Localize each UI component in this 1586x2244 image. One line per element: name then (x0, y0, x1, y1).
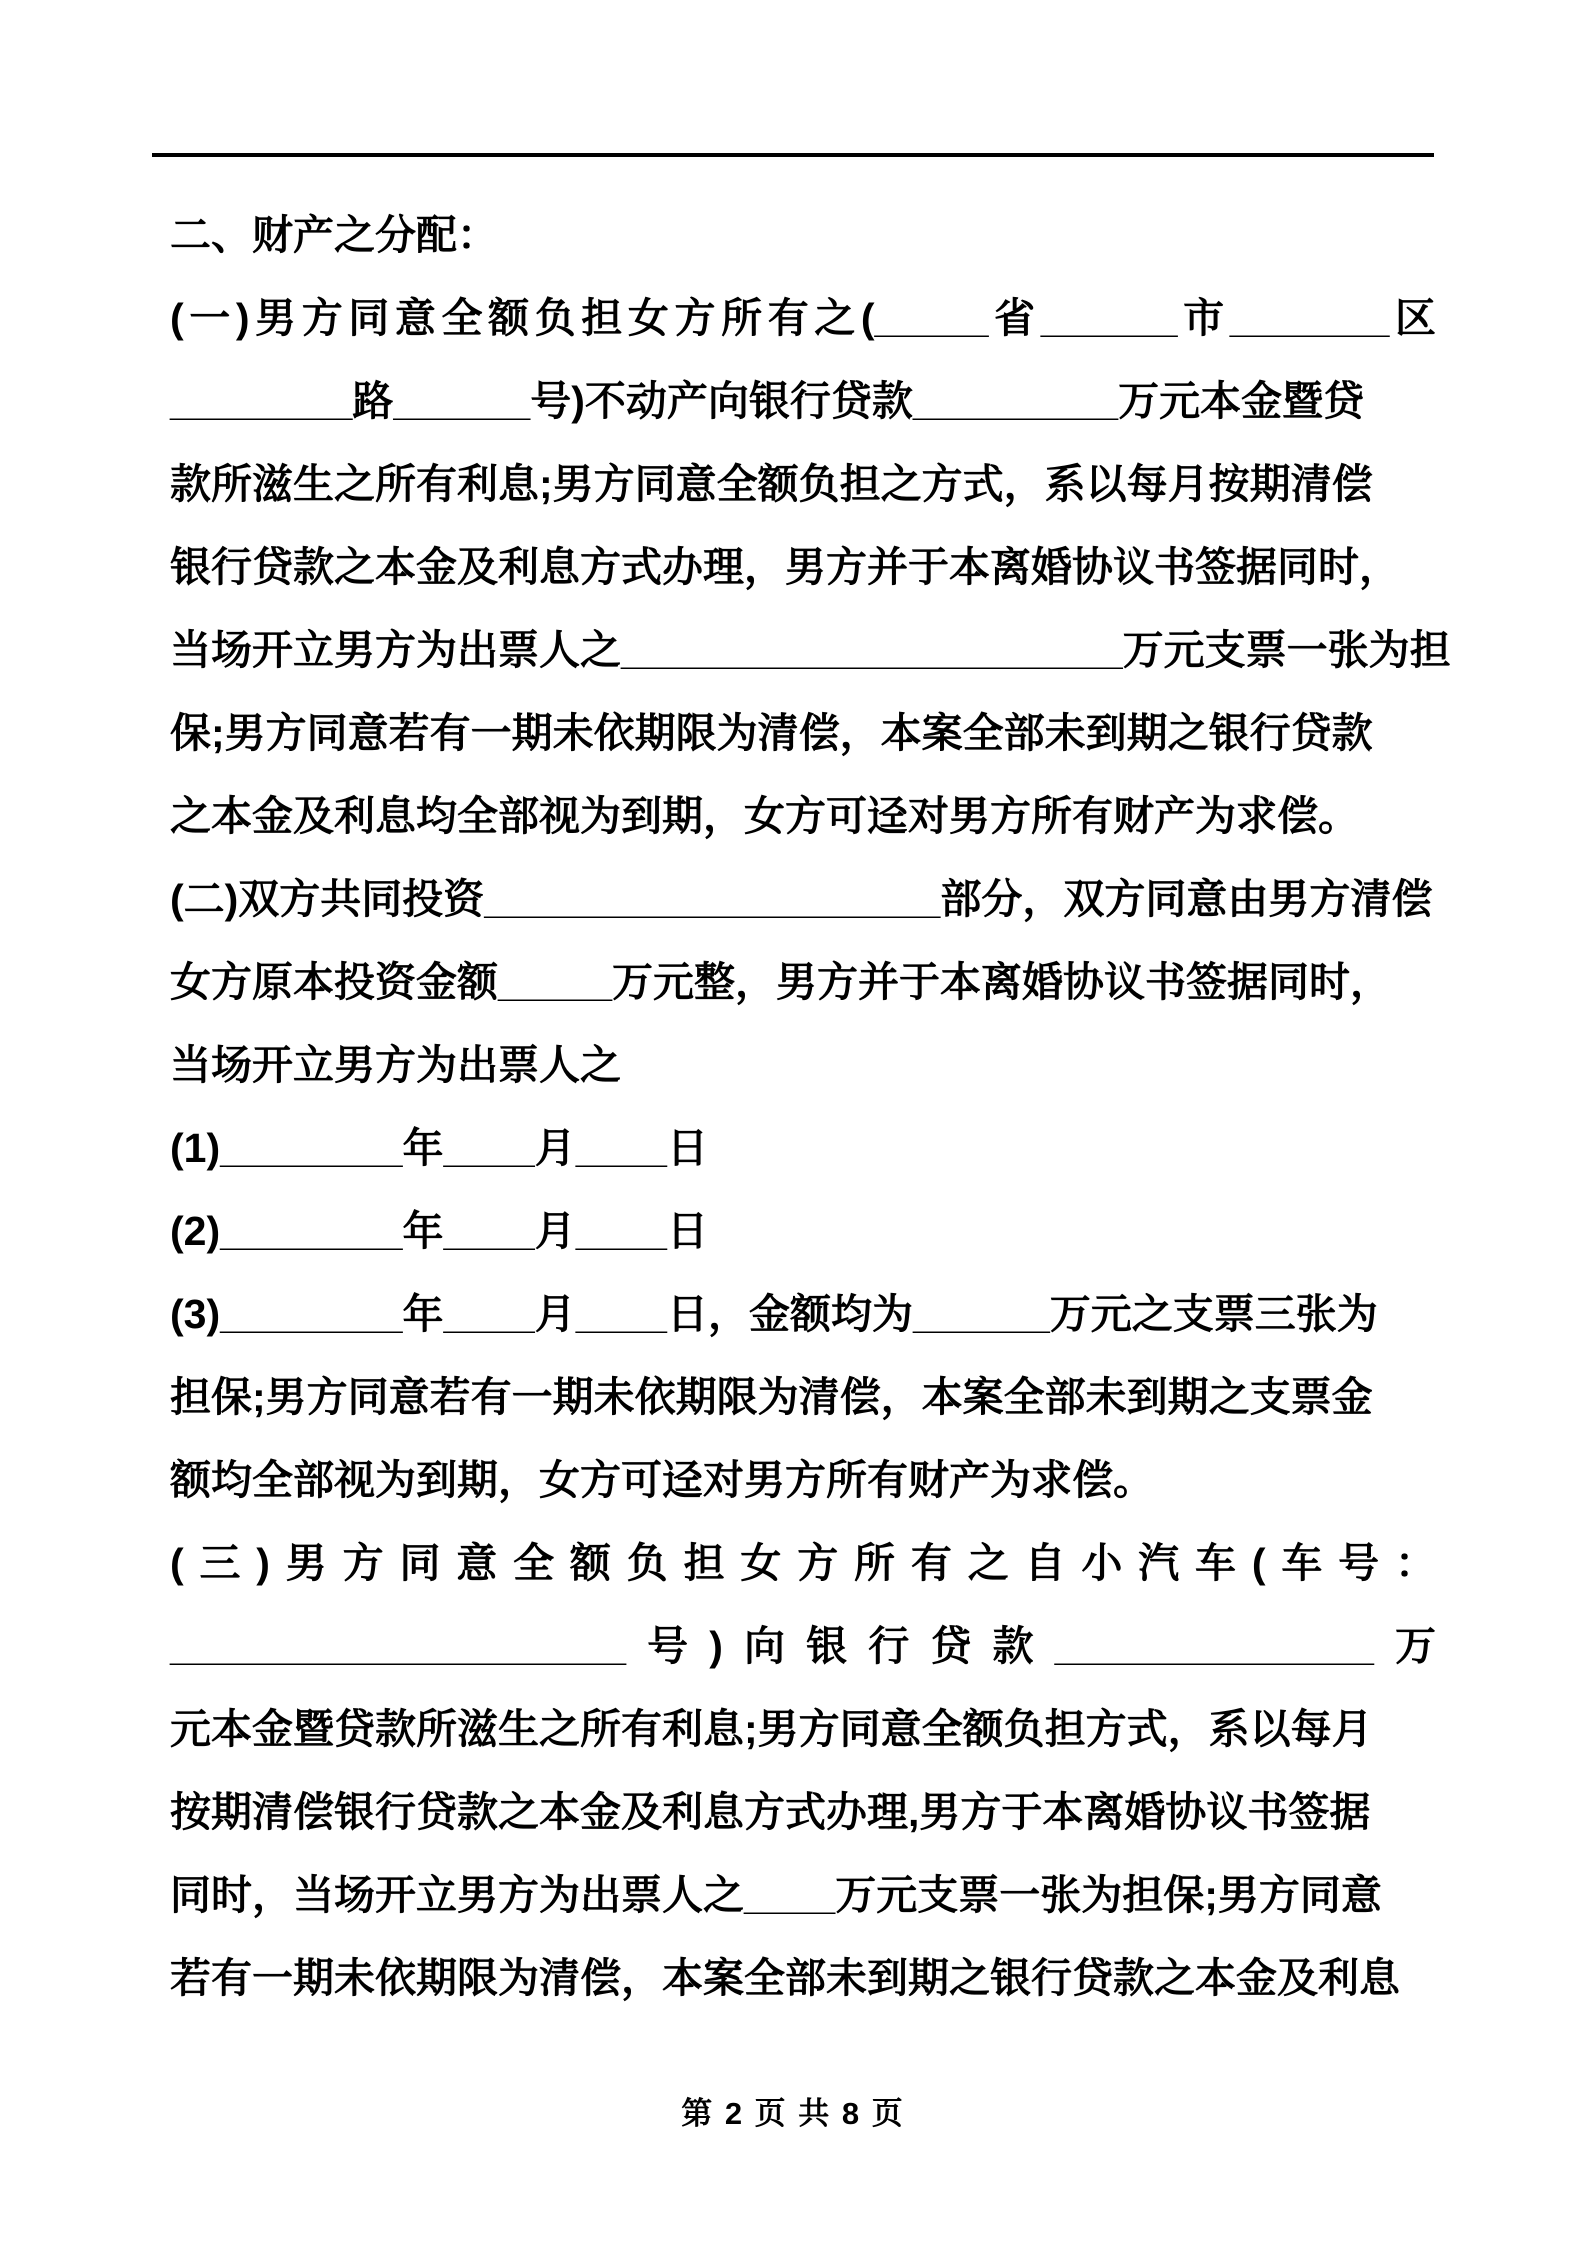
text-line: 当场开立男方为出票人之 (170, 1042, 621, 1088)
text-line: 若有一期未依期限为清偿，本案全部未到期之银行贷款之本金及利息 (170, 1955, 1400, 2001)
text-line: (三)男方同意全额负担女方所有之自小汽车(车号： (170, 1540, 1436, 1586)
text-line: 担保;男方同意若有一期未依期限为清偿，本案全部未到期之支票金 (170, 1374, 1373, 1420)
text-line: 同时，当场开立男方为出票人之____万元支票一张为担保;男方同意 (170, 1872, 1382, 1918)
text-line: 银行贷款之本金及利息方式办理，男方并于本离婚协议书签据同时， (170, 544, 1400, 590)
text-line: 款所滋生之所有利息;男方同意全额负担之方式，系以每月按期清偿 (170, 461, 1373, 507)
text-line: 额均全部视为到期，女方可迳对男方所有财产为求偿。 (170, 1457, 1154, 1503)
text-line: 保;男方同意若有一期未依期限为清偿，本案全部未到期之银行贷款 (170, 710, 1373, 756)
section-heading: 二、财产之分配： (170, 212, 498, 258)
text-line: 当场开立男方为出票人之______________________万元支票一张为担 (170, 627, 1451, 673)
list-item-check-date-3: (3)________年____月____日，金额均为______万元之支票三张为 (170, 1291, 1378, 1337)
text-line: ________路______号)不动产向银行贷款_________万元本金暨贷 (170, 378, 1365, 424)
document-body (170, 194, 1451, 2020)
text-line: 之本金及利息均全部视为到期，女方可迳对男方所有财产为求偿。 (170, 793, 1359, 839)
text-line: 女方原本投资金额_____万元整，男方并于本离婚协议书签据同时， (170, 959, 1392, 1005)
text-line: 元本金暨贷款所滋生之所有利息;男方同意全额负担方式，系以每月 (170, 1706, 1373, 1752)
list-item-check-date-1: (1)________年____月____日 (170, 1125, 708, 1171)
header-rule (152, 153, 1434, 157)
page-footer: 第 2 页 共 8 页 (681, 2096, 905, 2131)
text-line: ____________________号)向银行贷款______________万 (170, 1623, 1436, 1669)
list-item-check-date-2: (2)________年____月____日 (170, 1208, 708, 1254)
text-line: (二)双方共同投资____________________部分，双方同意由男方清偿 (170, 876, 1433, 922)
text-line: (一)男方同意全额负担女方所有之(_____省______市_______区 (170, 295, 1436, 341)
text-line: 按期清偿银行贷款之本金及利息方式办理,男方于本离婚协议书签据 (170, 1789, 1371, 1835)
